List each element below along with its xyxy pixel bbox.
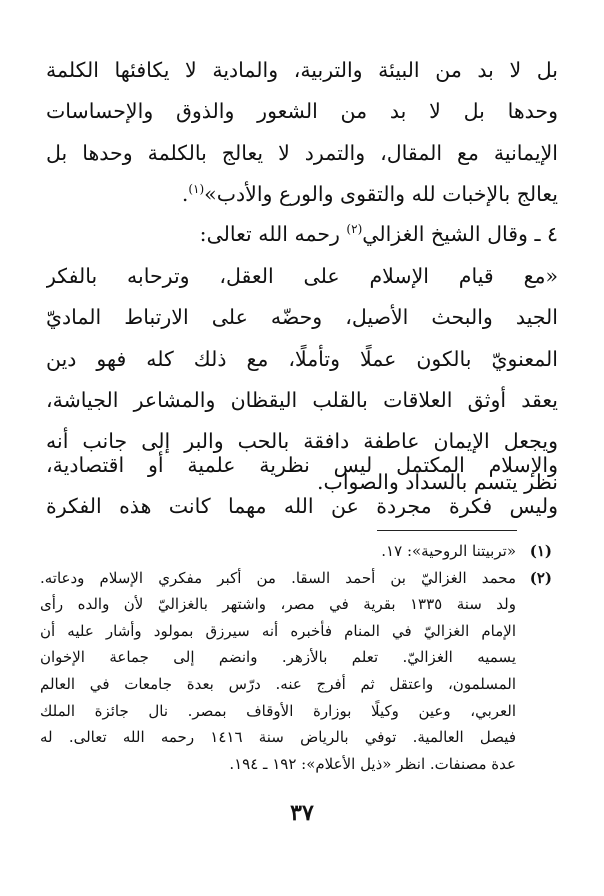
page-number: ٣٧ (290, 800, 314, 826)
paragraph-1-line: وحدها بل لا بد من الشعور والذوق والإحساسات (46, 99, 558, 124)
paragraph-1-period: . (181, 181, 189, 206)
paragraph-2-line: المعنويّ بالكون عملًا وتأملًا، مع ذلك كله فهو دين (46, 346, 558, 371)
footnote-line: فيصل العالمية. توفي بالرياض سنة ١٤١٦ رحمه الله تعالى. له (40, 728, 516, 747)
paragraph-1-last-line (46, 174, 558, 215)
paragraph-2-line: ويجعل الإيمان عاطفة دافقة بالحب والبر إلى جانب أنه (46, 429, 558, 454)
section-4-heading (46, 214, 558, 255)
paragraph-1-line: يعالج بالإخبات لله والتقوى والورع والأدب» (204, 181, 558, 206)
footnote-line: ولد سنة ١٣٣٥ بقرية في مصر، واشتهر بالغزاليّ لأن والده رأى (40, 595, 516, 614)
footnote-2 (40, 565, 552, 778)
paragraph-2-line: يعقد أوثق العلاقات بالقلب اليقظان والمشاعر الجياشة، (46, 387, 558, 412)
footnote-line: عدة مصنفات. انظر «ذيل الأعلام»: ١٩٢ ـ ١٩٤. (229, 754, 516, 773)
section-4-heading-suffix: رحمه الله تعالى: (199, 222, 347, 246)
footnote-line: يسميه الغزاليّ. تعلم بالأزهر. وانضم إلى جماعة الإخوان (40, 648, 516, 667)
footnote-1 (40, 538, 552, 565)
footnote-body (40, 565, 516, 778)
paragraph-1-line: الإيمانية مع المقال، والتمرد لا يعالج بالكلمة وحدها بل (46, 140, 558, 165)
footnote-line: الإمام الغزاليّ في المنام فأخبره أنه سيرزق بمولود وأشار عليه أن (40, 621, 516, 640)
footnote-line: المسلمون، واعتقل ثم أفرج عنه. درّس بعدة جامعات في العالم (40, 674, 516, 693)
footnotes (40, 538, 552, 777)
footnote-line: محمد الغزاليّ بن أحمد السقا. من أكبر مفكري الإسلام ودعاته. (40, 568, 516, 587)
paragraph-3 (46, 445, 558, 528)
footnote-line: «تربيتنا الروحية»: ١٧. (381, 542, 516, 560)
footnote-ref-1[interactable]: (١) (188, 182, 205, 197)
footnote-number: (٢) (529, 568, 552, 587)
footnote-line: العربي، وعين وكيلًا بوزارة الأوقاف بمصر. نال جائزة الملك (40, 701, 516, 720)
section-4-heading-line (46, 214, 558, 255)
footnote-body (40, 538, 516, 565)
paragraph-2-line: «مع قيام الإسلام على العقل، وترحابه بالفكر (46, 264, 558, 288)
paragraph-3-line: وليس فكرة مجردة عن الله مهما كانت هذه الفكرة (46, 494, 558, 519)
footnote-separator (377, 530, 517, 531)
paragraph-2-line: نظر يتسم بالسداد والصواب. (317, 470, 558, 495)
paragraph-1-line: بل لا بد من البيئة والتربية، والمادية لا يكافئها الكلمة (46, 58, 558, 82)
section-4-heading-prefix: ٤ ـ وقال الشيخ الغزالي (362, 222, 558, 246)
footnote-ref-2[interactable]: (٢) (346, 222, 363, 237)
paragraph-2-line: الجيد والبحث الأصيل، وحضّه على الارتباط الماديّ (46, 305, 558, 330)
paragraph-1 (46, 50, 558, 215)
paragraph-3-line: والإسلام المكتمل ليس نظرية علمية أو اقتصادية، (46, 453, 558, 477)
footnote-number: (١) (529, 542, 552, 560)
